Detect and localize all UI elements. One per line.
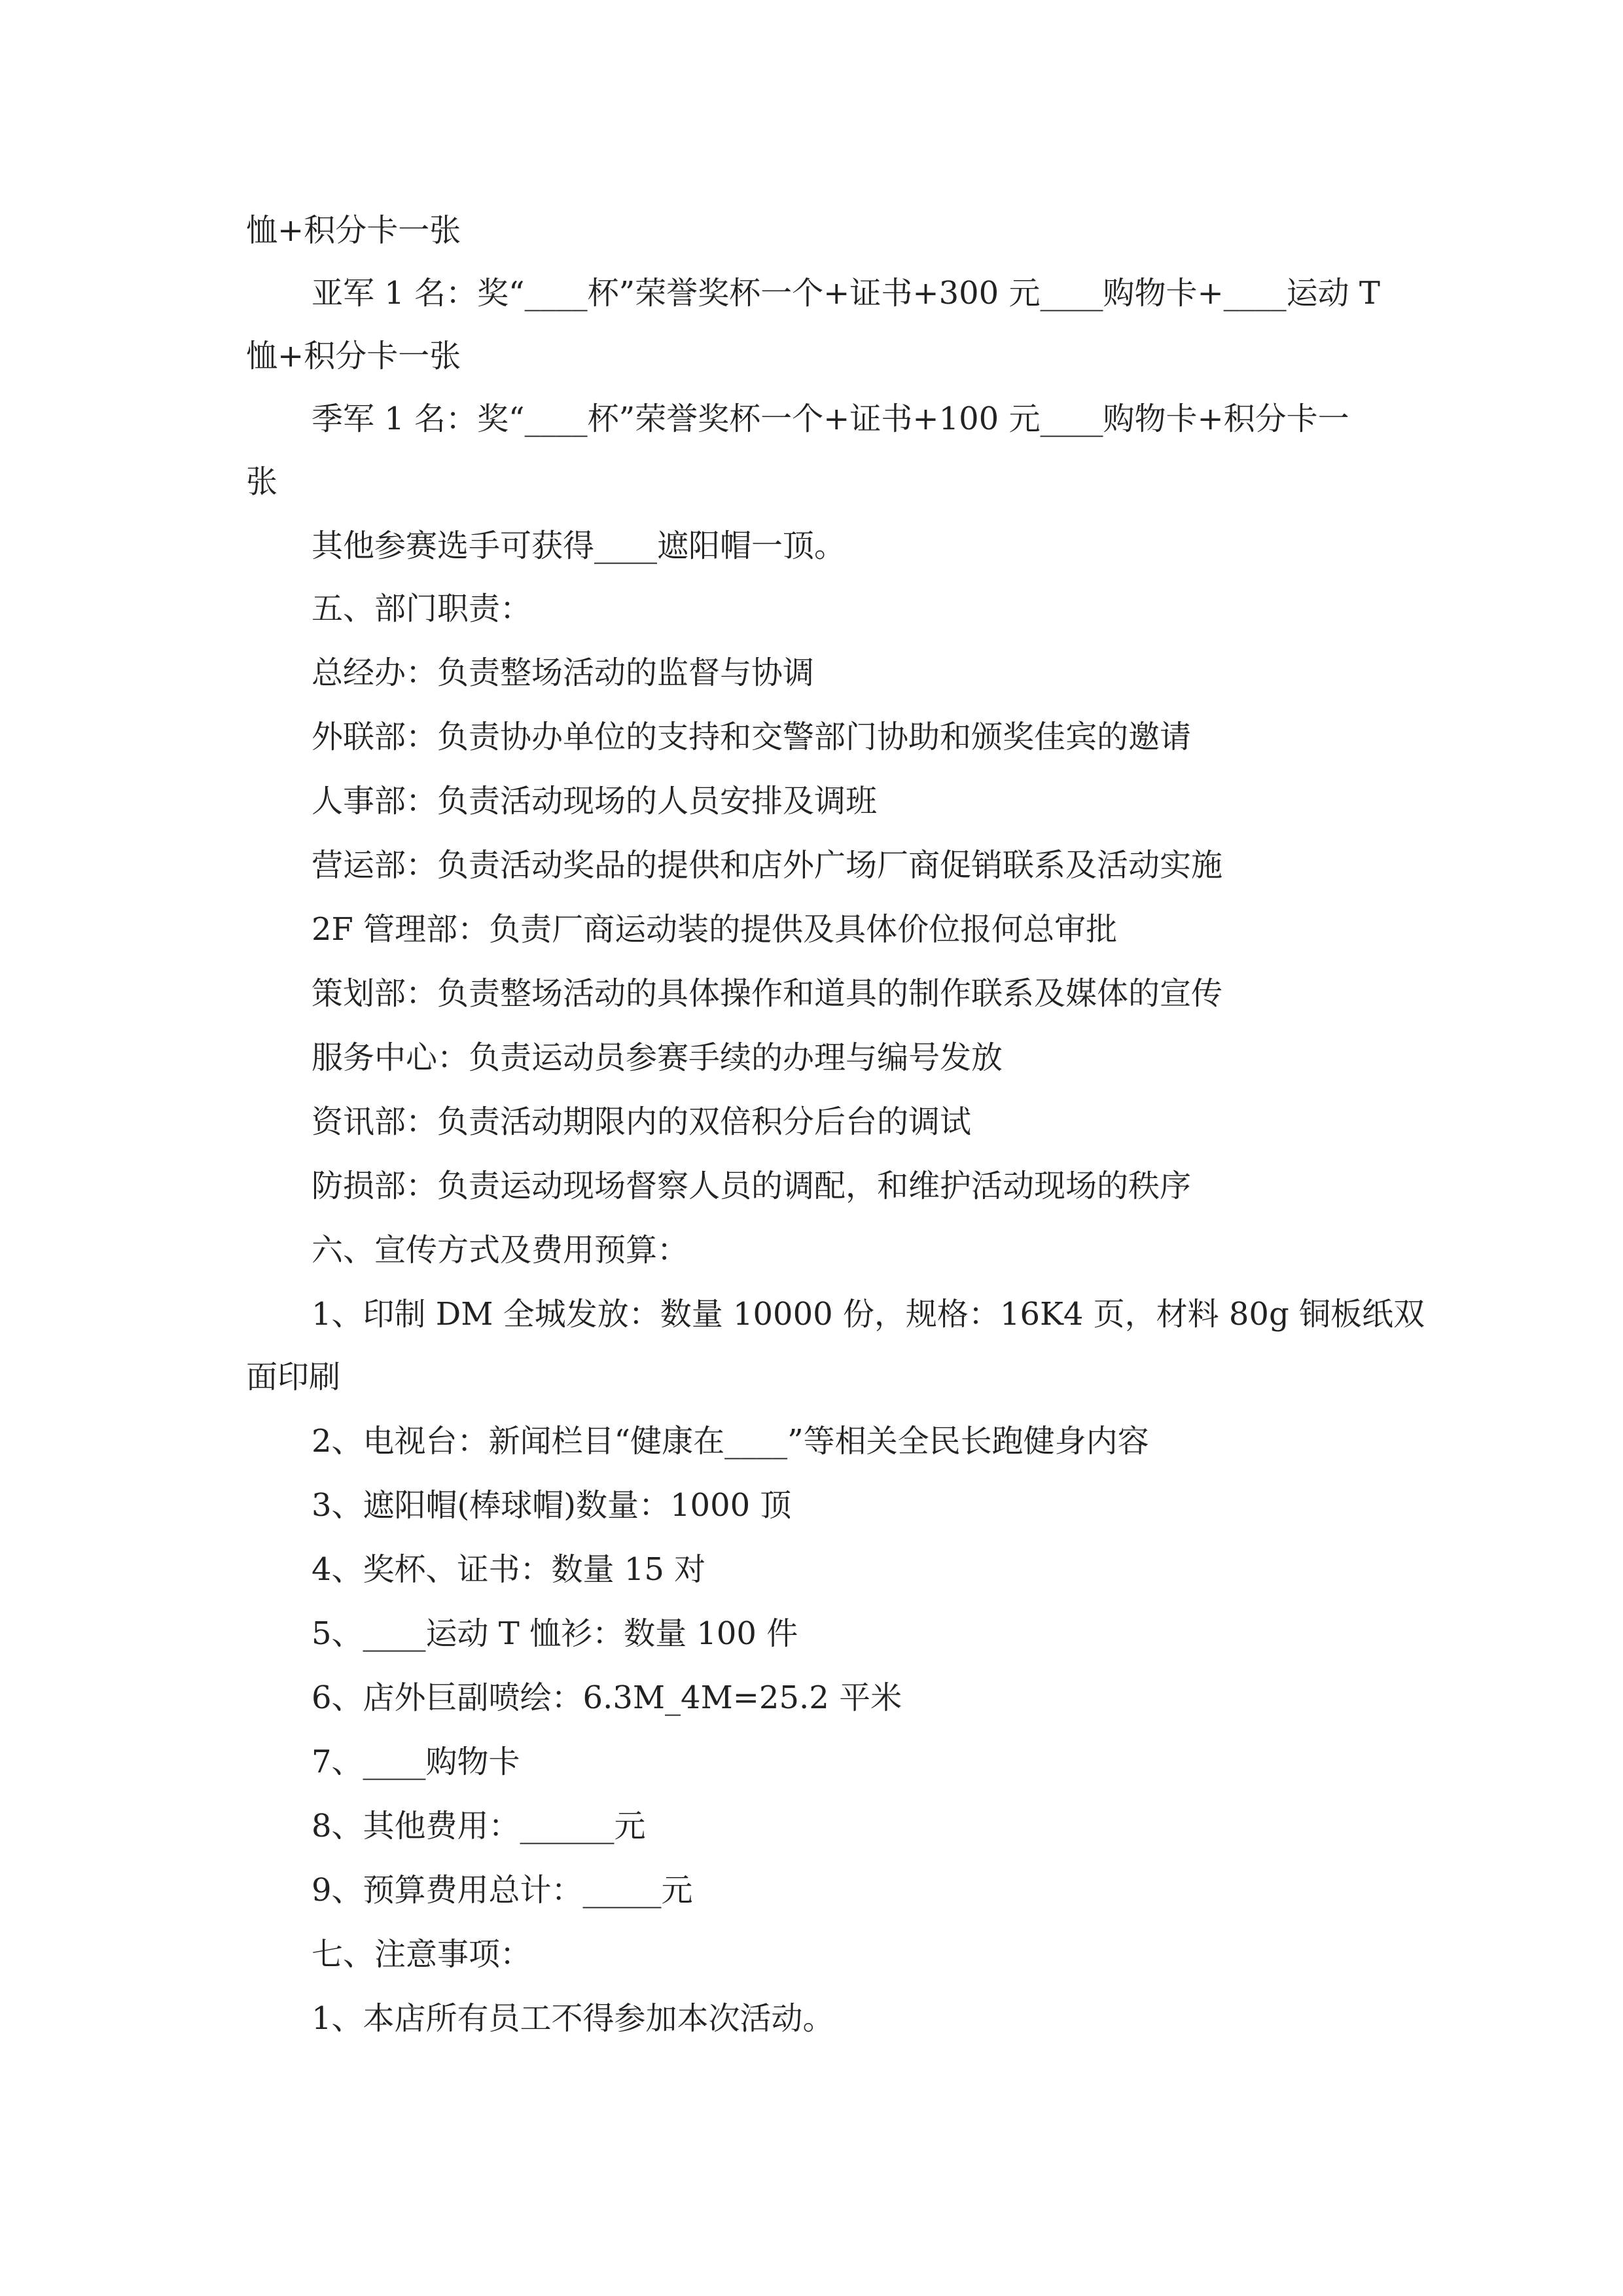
text-line: 2F 管理部：负责厂商运动装的提供及具体价位报何总审批 xyxy=(312,911,1118,948)
text-line: 资讯部：负责活动期限内的双倍积分后台的调试 xyxy=(312,1103,972,1140)
section-heading: 七、注意事项： xyxy=(312,1936,532,1973)
section-heading: 五、部门职责： xyxy=(312,590,532,627)
text-line: 7、____购物卡 xyxy=(312,1744,520,1780)
text-line: 营运部：负责活动奖品的提供和店外广场厂商促销联系及活动实施 xyxy=(312,847,1223,884)
text-line: 亚军 1 名：奖“____杯”荣誉奖杯一个+证书+300 元____购物卡+____运动 T xyxy=(312,275,1380,312)
text-line: 恤+积分卡一张 xyxy=(246,212,461,249)
text-line: 1、印制 DM 全城发放：数量 10000 份，规格：16K4 页，材料 80g 铜板纸双 xyxy=(312,1296,1425,1333)
section-heading: 六、宣传方式及费用预算： xyxy=(312,1232,689,1268)
text-line: 2、电视台：新闻栏目“健康在____”等相关全民长跑健身内容 xyxy=(312,1423,1149,1460)
text-line: 3、遮阳帽(棒球帽)数量：1000 顶 xyxy=(312,1487,792,1524)
text-line: 8、其他费用：______元 xyxy=(312,1808,646,1844)
text-line: 面印刷 xyxy=(246,1359,341,1395)
text-line: 张 xyxy=(246,463,278,500)
text-line: 防损部：负责运动现场督察人员的调配，和维护活动现场的秩序 xyxy=(312,1168,1192,1204)
text-line: 1、本店所有员工不得参加本次活动。 xyxy=(312,2000,834,2037)
text-line: 6、店外巨副喷绘：6.3M_4M=25.2 平米 xyxy=(312,1679,902,1716)
text-line: 其他参赛选手可获得____遮阳帽一顶。 xyxy=(312,528,846,564)
text-line: 总经办：负责整场活动的监督与协调 xyxy=(312,655,815,691)
text-line: 策划部：负责整场活动的具体操作和道具的制作联系及媒体的宣传 xyxy=(312,975,1223,1012)
text-line: 外联部：负责协办单位的支持和交警部门协助和颁奖佳宾的邀请 xyxy=(312,719,1192,755)
text-line: 季军 1 名：奖“____杯”荣誉奖杯一个+证书+100 元____购物卡+积分卡一 xyxy=(312,401,1349,437)
text-line: 服务中心：负责运动员参赛手续的办理与编号发放 xyxy=(312,1039,1003,1076)
text-line: 9、预算费用总计：_____元 xyxy=(312,1872,693,1909)
text-line: 5、____运动 T 恤衫：数量 100 件 xyxy=(312,1615,798,1652)
text-line: 人事部：负责活动现场的人员安排及调班 xyxy=(312,783,878,819)
text-line: 4、奖杯、证书：数量 15 对 xyxy=(312,1551,706,1588)
text-line: 恤+积分卡一张 xyxy=(246,338,461,374)
